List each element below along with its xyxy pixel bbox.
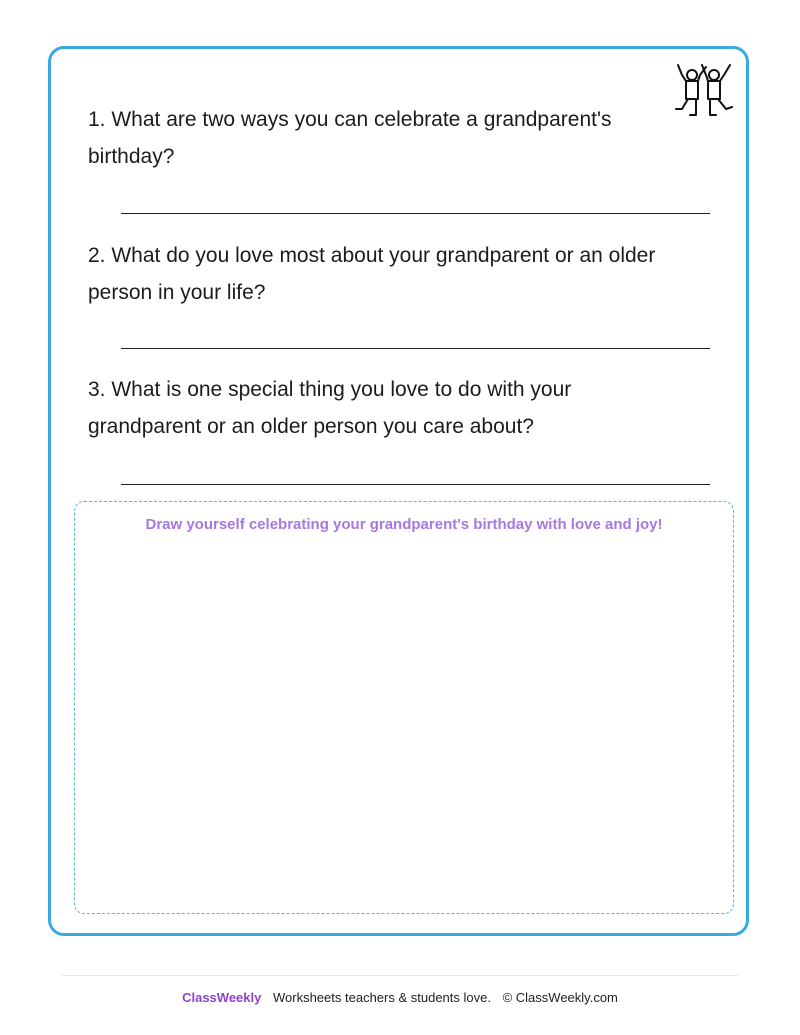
- answer-line-1[interactable]: [121, 213, 710, 214]
- answer-line-3[interactable]: [121, 484, 710, 485]
- question-1: 1. What are two ways you can celebrate a grandparent's birthday?: [88, 108, 612, 168]
- question-2: 2. What do you love most about your grandparent or an older person in your life?: [88, 244, 656, 304]
- celebrating-people-icon: [670, 61, 736, 121]
- worksheet-card: [48, 46, 749, 936]
- footer-divider: [62, 975, 738, 976]
- footer-copyright: © ClassWeekly.com: [502, 990, 618, 1005]
- footer-tagline: Worksheets teachers & students love.: [272, 990, 491, 1005]
- answer-line-2[interactable]: [121, 348, 710, 349]
- drawing-prompt: Draw yourself celebrating your grandparent's birthday with love and joy!: [145, 516, 663, 533]
- drawing-area[interactable]: [74, 501, 734, 914]
- question-3: 3. What is one special thing you love to do with your grandparent or an older person you care about?: [88, 378, 572, 438]
- footer: [0, 990, 800, 1005]
- footer-brand: ClassWeekly: [182, 990, 262, 1005]
